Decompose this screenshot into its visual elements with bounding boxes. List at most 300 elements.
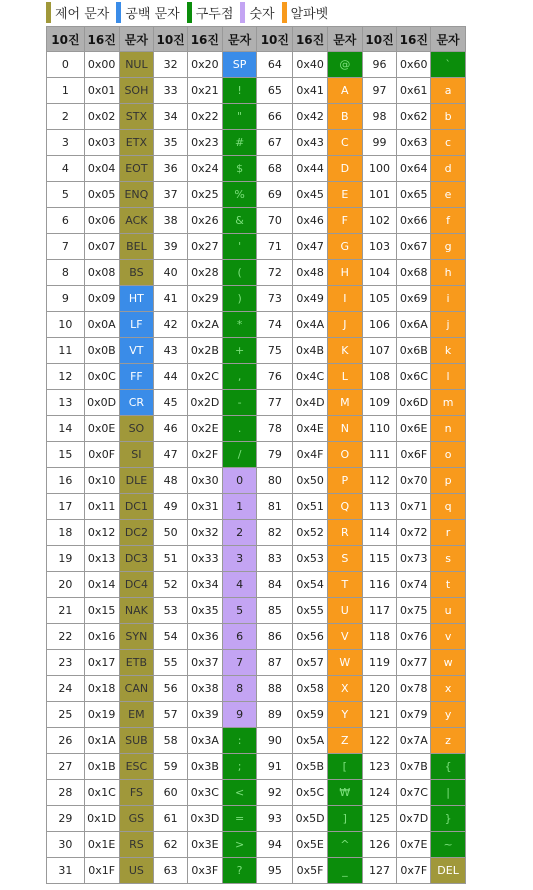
decimal-cell: 114 bbox=[362, 520, 397, 546]
column-header: 문자 bbox=[222, 27, 257, 52]
char-cell: DC4 bbox=[119, 572, 154, 598]
char-cell: A bbox=[327, 78, 362, 104]
decimal-cell: 13 bbox=[47, 390, 85, 416]
char-cell: Z bbox=[327, 728, 362, 754]
hex-cell: 0x55 bbox=[293, 598, 328, 624]
char-cell: ? bbox=[222, 858, 257, 884]
column-header: 문자 bbox=[119, 27, 154, 52]
hex-cell: 0x24 bbox=[187, 156, 222, 182]
decimal-cell: 120 bbox=[362, 676, 397, 702]
decimal-cell: 19 bbox=[47, 546, 85, 572]
legend-label: 숫자 bbox=[249, 6, 275, 22]
table-row bbox=[47, 286, 466, 312]
hex-cell: 0x7F bbox=[397, 858, 431, 884]
table-row bbox=[47, 156, 466, 182]
table-row bbox=[47, 728, 466, 754]
hex-cell: 0x6A bbox=[397, 312, 431, 338]
hex-cell: 0x38 bbox=[187, 676, 222, 702]
char-cell: J bbox=[327, 312, 362, 338]
legend-swatch bbox=[116, 2, 121, 23]
hex-cell: 0x79 bbox=[397, 702, 431, 728]
char-cell: GS bbox=[119, 806, 154, 832]
table-body bbox=[47, 52, 466, 884]
decimal-cell: 80 bbox=[257, 468, 293, 494]
hex-cell: 0x45 bbox=[293, 182, 328, 208]
column-header: 문자 bbox=[431, 27, 466, 52]
decimal-cell: 22 bbox=[47, 624, 85, 650]
char-cell: LF bbox=[119, 312, 154, 338]
decimal-cell: 61 bbox=[154, 806, 188, 832]
hex-cell: 0x67 bbox=[397, 234, 431, 260]
hex-cell: 0x52 bbox=[293, 520, 328, 546]
hex-cell: 0x1E bbox=[84, 832, 119, 858]
char-cell: 9 bbox=[222, 702, 257, 728]
table-row bbox=[47, 312, 466, 338]
hex-cell: 0x57 bbox=[293, 650, 328, 676]
legend bbox=[46, 0, 335, 24]
decimal-cell: 74 bbox=[257, 312, 293, 338]
decimal-cell: 38 bbox=[154, 208, 188, 234]
char-cell: 5 bbox=[222, 598, 257, 624]
char-cell: O bbox=[327, 442, 362, 468]
decimal-cell: 23 bbox=[47, 650, 85, 676]
char-cell: | bbox=[431, 780, 466, 806]
table-row bbox=[47, 338, 466, 364]
decimal-cell: 46 bbox=[154, 416, 188, 442]
table-row bbox=[47, 520, 466, 546]
decimal-cell: 4 bbox=[47, 156, 85, 182]
char-cell: e bbox=[431, 182, 466, 208]
table-row bbox=[47, 494, 466, 520]
hex-cell: 0x47 bbox=[293, 234, 328, 260]
decimal-cell: 32 bbox=[154, 52, 188, 78]
decimal-cell: 82 bbox=[257, 520, 293, 546]
char-cell: K bbox=[327, 338, 362, 364]
column-header: 16진 bbox=[397, 27, 431, 52]
hex-cell: 0x5A bbox=[293, 728, 328, 754]
char-cell: H bbox=[327, 260, 362, 286]
char-cell: ! bbox=[222, 78, 257, 104]
decimal-cell: 5 bbox=[47, 182, 85, 208]
hex-cell: 0x43 bbox=[293, 130, 328, 156]
legend-item bbox=[187, 2, 234, 23]
char-cell: 4 bbox=[222, 572, 257, 598]
char-cell: SO bbox=[119, 416, 154, 442]
legend-swatch bbox=[46, 2, 51, 23]
decimal-cell: 33 bbox=[154, 78, 188, 104]
decimal-cell: 108 bbox=[362, 364, 397, 390]
table-row bbox=[47, 832, 466, 858]
hex-cell: 0x12 bbox=[84, 520, 119, 546]
hex-cell: 0x09 bbox=[84, 286, 119, 312]
char-cell: o bbox=[431, 442, 466, 468]
decimal-cell: 119 bbox=[362, 650, 397, 676]
decimal-cell: 125 bbox=[362, 806, 397, 832]
char-cell: BS bbox=[119, 260, 154, 286]
hex-cell: 0x7A bbox=[397, 728, 431, 754]
decimal-cell: 96 bbox=[362, 52, 397, 78]
hex-cell: 0x3D bbox=[187, 806, 222, 832]
hex-cell: 0x44 bbox=[293, 156, 328, 182]
table-row bbox=[47, 754, 466, 780]
decimal-cell: 81 bbox=[257, 494, 293, 520]
hex-cell: 0x3F bbox=[187, 858, 222, 884]
hex-cell: 0x40 bbox=[293, 52, 328, 78]
char-cell: * bbox=[222, 312, 257, 338]
decimal-cell: 27 bbox=[47, 754, 85, 780]
decimal-cell: 8 bbox=[47, 260, 85, 286]
legend-item bbox=[282, 2, 329, 23]
hex-cell: 0x26 bbox=[187, 208, 222, 234]
hex-cell: 0x21 bbox=[187, 78, 222, 104]
char-cell: M bbox=[327, 390, 362, 416]
hex-cell: 0x27 bbox=[187, 234, 222, 260]
char-cell: + bbox=[222, 338, 257, 364]
decimal-cell: 101 bbox=[362, 182, 397, 208]
decimal-cell: 65 bbox=[257, 78, 293, 104]
char-cell: S bbox=[327, 546, 362, 572]
decimal-cell: 112 bbox=[362, 468, 397, 494]
hex-cell: 0x5C bbox=[293, 780, 328, 806]
hex-cell: 0x72 bbox=[397, 520, 431, 546]
decimal-cell: 2 bbox=[47, 104, 85, 130]
char-cell: L bbox=[327, 364, 362, 390]
legend-swatch bbox=[282, 2, 287, 23]
hex-cell: 0x2E bbox=[187, 416, 222, 442]
char-cell: 0 bbox=[222, 468, 257, 494]
hex-cell: 0x18 bbox=[84, 676, 119, 702]
decimal-cell: 60 bbox=[154, 780, 188, 806]
char-cell: P bbox=[327, 468, 362, 494]
decimal-cell: 20 bbox=[47, 572, 85, 598]
table-row bbox=[47, 702, 466, 728]
decimal-cell: 76 bbox=[257, 364, 293, 390]
hex-cell: 0x31 bbox=[187, 494, 222, 520]
column-header: 16진 bbox=[187, 27, 222, 52]
char-cell: b bbox=[431, 104, 466, 130]
hex-cell: 0x1D bbox=[84, 806, 119, 832]
char-cell: , bbox=[222, 364, 257, 390]
char-cell: E bbox=[327, 182, 362, 208]
hex-cell: 0x66 bbox=[397, 208, 431, 234]
char-cell: NUL bbox=[119, 52, 154, 78]
decimal-cell: 124 bbox=[362, 780, 397, 806]
hex-cell: 0x16 bbox=[84, 624, 119, 650]
decimal-cell: 10 bbox=[47, 312, 85, 338]
char-cell: SUB bbox=[119, 728, 154, 754]
table-row bbox=[47, 650, 466, 676]
char-cell: 7 bbox=[222, 650, 257, 676]
char-cell: s bbox=[431, 546, 466, 572]
decimal-cell: 50 bbox=[154, 520, 188, 546]
char-cell: ESC bbox=[119, 754, 154, 780]
table-row bbox=[47, 104, 466, 130]
hex-cell: 0x62 bbox=[397, 104, 431, 130]
decimal-cell: 52 bbox=[154, 572, 188, 598]
hex-cell: 0x49 bbox=[293, 286, 328, 312]
decimal-cell: 93 bbox=[257, 806, 293, 832]
decimal-cell: 73 bbox=[257, 286, 293, 312]
char-cell: % bbox=[222, 182, 257, 208]
hex-cell: 0x07 bbox=[84, 234, 119, 260]
decimal-cell: 49 bbox=[154, 494, 188, 520]
hex-cell: 0x15 bbox=[84, 598, 119, 624]
hex-cell: 0x50 bbox=[293, 468, 328, 494]
char-cell: a bbox=[431, 78, 466, 104]
hex-cell: 0x42 bbox=[293, 104, 328, 130]
hex-cell: 0x74 bbox=[397, 572, 431, 598]
char-cell: _ bbox=[327, 858, 362, 884]
decimal-cell: 87 bbox=[257, 650, 293, 676]
char-cell: $ bbox=[222, 156, 257, 182]
char-cell: ( bbox=[222, 260, 257, 286]
char-cell: N bbox=[327, 416, 362, 442]
char-cell: V bbox=[327, 624, 362, 650]
char-cell: ; bbox=[222, 754, 257, 780]
char-cell: T bbox=[327, 572, 362, 598]
hex-cell: 0x19 bbox=[84, 702, 119, 728]
char-cell: j bbox=[431, 312, 466, 338]
column-header: 16진 bbox=[84, 27, 119, 52]
legend-label: 구두점 bbox=[195, 6, 234, 22]
decimal-cell: 72 bbox=[257, 260, 293, 286]
hex-cell: 0x35 bbox=[187, 598, 222, 624]
hex-cell: 0x4C bbox=[293, 364, 328, 390]
decimal-cell: 9 bbox=[47, 286, 85, 312]
hex-cell: 0x5F bbox=[293, 858, 328, 884]
hex-cell: 0x13 bbox=[84, 546, 119, 572]
decimal-cell: 89 bbox=[257, 702, 293, 728]
decimal-cell: 55 bbox=[154, 650, 188, 676]
hex-cell: 0x32 bbox=[187, 520, 222, 546]
char-cell: < bbox=[222, 780, 257, 806]
hex-cell: 0x7E bbox=[397, 832, 431, 858]
char-cell: F bbox=[327, 208, 362, 234]
decimal-cell: 69 bbox=[257, 182, 293, 208]
hex-cell: 0x41 bbox=[293, 78, 328, 104]
hex-cell: 0x7C bbox=[397, 780, 431, 806]
decimal-cell: 54 bbox=[154, 624, 188, 650]
char-cell: SP bbox=[222, 52, 257, 78]
table-row bbox=[47, 364, 466, 390]
char-cell: DC2 bbox=[119, 520, 154, 546]
decimal-cell: 92 bbox=[257, 780, 293, 806]
decimal-cell: 113 bbox=[362, 494, 397, 520]
hex-cell: 0x7B bbox=[397, 754, 431, 780]
table-row bbox=[47, 442, 466, 468]
hex-cell: 0x25 bbox=[187, 182, 222, 208]
hex-cell: 0x30 bbox=[187, 468, 222, 494]
decimal-cell: 85 bbox=[257, 598, 293, 624]
decimal-cell: 18 bbox=[47, 520, 85, 546]
table-row bbox=[47, 234, 466, 260]
hex-cell: 0x2F bbox=[187, 442, 222, 468]
hex-cell: 0x3B bbox=[187, 754, 222, 780]
char-cell: EOT bbox=[119, 156, 154, 182]
char-cell: DC3 bbox=[119, 546, 154, 572]
char-cell: SI bbox=[119, 442, 154, 468]
decimal-cell: 127 bbox=[362, 858, 397, 884]
char-cell: k bbox=[431, 338, 466, 364]
hex-cell: 0x78 bbox=[397, 676, 431, 702]
decimal-cell: 111 bbox=[362, 442, 397, 468]
decimal-cell: 66 bbox=[257, 104, 293, 130]
decimal-cell: 67 bbox=[257, 130, 293, 156]
table-row bbox=[47, 598, 466, 624]
char-cell: NAK bbox=[119, 598, 154, 624]
hex-cell: 0x23 bbox=[187, 130, 222, 156]
decimal-cell: 58 bbox=[154, 728, 188, 754]
decimal-cell: 70 bbox=[257, 208, 293, 234]
legend-label: 공백 문자 bbox=[125, 6, 180, 22]
char-cell: ^ bbox=[327, 832, 362, 858]
char-cell: d bbox=[431, 156, 466, 182]
char-cell: # bbox=[222, 130, 257, 156]
decimal-cell: 110 bbox=[362, 416, 397, 442]
char-cell: U bbox=[327, 598, 362, 624]
hex-cell: 0x2B bbox=[187, 338, 222, 364]
column-header: 10진 bbox=[362, 27, 397, 52]
decimal-cell: 48 bbox=[154, 468, 188, 494]
char-cell: SYN bbox=[119, 624, 154, 650]
char-cell: [ bbox=[327, 754, 362, 780]
char-cell: W bbox=[327, 650, 362, 676]
char-cell: i bbox=[431, 286, 466, 312]
decimal-cell: 21 bbox=[47, 598, 85, 624]
decimal-cell: 94 bbox=[257, 832, 293, 858]
decimal-cell: 109 bbox=[362, 390, 397, 416]
hex-cell: 0x01 bbox=[84, 78, 119, 104]
char-cell: & bbox=[222, 208, 257, 234]
char-cell: u bbox=[431, 598, 466, 624]
decimal-cell: 43 bbox=[154, 338, 188, 364]
decimal-cell: 102 bbox=[362, 208, 397, 234]
decimal-cell: 63 bbox=[154, 858, 188, 884]
hex-cell: 0x7D bbox=[397, 806, 431, 832]
decimal-cell: 123 bbox=[362, 754, 397, 780]
decimal-cell: 16 bbox=[47, 468, 85, 494]
hex-cell: 0x0D bbox=[84, 390, 119, 416]
decimal-cell: 34 bbox=[154, 104, 188, 130]
decimal-cell: 3 bbox=[47, 130, 85, 156]
char-cell: m bbox=[431, 390, 466, 416]
hex-cell: 0x1A bbox=[84, 728, 119, 754]
table-row bbox=[47, 78, 466, 104]
decimal-cell: 15 bbox=[47, 442, 85, 468]
hex-cell: 0x4B bbox=[293, 338, 328, 364]
decimal-cell: 12 bbox=[47, 364, 85, 390]
table-row bbox=[47, 780, 466, 806]
hex-cell: 0x6D bbox=[397, 390, 431, 416]
decimal-cell: 56 bbox=[154, 676, 188, 702]
char-cell: BEL bbox=[119, 234, 154, 260]
char-cell: 3 bbox=[222, 546, 257, 572]
hex-cell: 0x46 bbox=[293, 208, 328, 234]
hex-cell: 0x39 bbox=[187, 702, 222, 728]
decimal-cell: 99 bbox=[362, 130, 397, 156]
decimal-cell: 122 bbox=[362, 728, 397, 754]
table-row bbox=[47, 858, 466, 884]
legend-item bbox=[46, 2, 109, 23]
hex-cell: 0x75 bbox=[397, 598, 431, 624]
decimal-cell: 118 bbox=[362, 624, 397, 650]
hex-cell: 0x63 bbox=[397, 130, 431, 156]
hex-cell: 0x69 bbox=[397, 286, 431, 312]
table-row bbox=[47, 52, 466, 78]
char-cell: R bbox=[327, 520, 362, 546]
hex-cell: 0x02 bbox=[84, 104, 119, 130]
table-row bbox=[47, 468, 466, 494]
hex-cell: 0x03 bbox=[84, 130, 119, 156]
hex-cell: 0x4A bbox=[293, 312, 328, 338]
hex-cell: 0x59 bbox=[293, 702, 328, 728]
hex-cell: 0x5B bbox=[293, 754, 328, 780]
hex-cell: 0x11 bbox=[84, 494, 119, 520]
decimal-cell: 88 bbox=[257, 676, 293, 702]
hex-cell: 0x53 bbox=[293, 546, 328, 572]
char-cell: ) bbox=[222, 286, 257, 312]
char-cell: @ bbox=[327, 52, 362, 78]
char-cell: / bbox=[222, 442, 257, 468]
char-cell: ETX bbox=[119, 130, 154, 156]
char-cell: l bbox=[431, 364, 466, 390]
decimal-cell: 35 bbox=[154, 130, 188, 156]
hex-cell: 0x1F bbox=[84, 858, 119, 884]
hex-cell: 0x51 bbox=[293, 494, 328, 520]
decimal-cell: 115 bbox=[362, 546, 397, 572]
char-cell: RS bbox=[119, 832, 154, 858]
decimal-cell: 53 bbox=[154, 598, 188, 624]
decimal-cell: 62 bbox=[154, 832, 188, 858]
char-cell: > bbox=[222, 832, 257, 858]
decimal-cell: 121 bbox=[362, 702, 397, 728]
table-row bbox=[47, 260, 466, 286]
decimal-cell: 40 bbox=[154, 260, 188, 286]
decimal-cell: 98 bbox=[362, 104, 397, 130]
hex-cell: 0x58 bbox=[293, 676, 328, 702]
char-cell: ] bbox=[327, 806, 362, 832]
char-cell: US bbox=[119, 858, 154, 884]
decimal-cell: 104 bbox=[362, 260, 397, 286]
char-cell: h bbox=[431, 260, 466, 286]
char-cell: C bbox=[327, 130, 362, 156]
char-cell: v bbox=[431, 624, 466, 650]
hex-cell: 0x17 bbox=[84, 650, 119, 676]
legend-swatch bbox=[240, 2, 245, 23]
decimal-cell: 39 bbox=[154, 234, 188, 260]
char-cell: X bbox=[327, 676, 362, 702]
char-cell: q bbox=[431, 494, 466, 520]
char-cell: CAN bbox=[119, 676, 154, 702]
char-cell: SOH bbox=[119, 78, 154, 104]
char-cell: w bbox=[431, 650, 466, 676]
hex-cell: 0x70 bbox=[397, 468, 431, 494]
decimal-cell: 64 bbox=[257, 52, 293, 78]
hex-cell: 0x34 bbox=[187, 572, 222, 598]
decimal-cell: 83 bbox=[257, 546, 293, 572]
decimal-cell: 59 bbox=[154, 754, 188, 780]
decimal-cell: 47 bbox=[154, 442, 188, 468]
char-cell: FS bbox=[119, 780, 154, 806]
legend-swatch bbox=[187, 2, 192, 23]
hex-cell: 0x5E bbox=[293, 832, 328, 858]
char-cell: ₩ bbox=[327, 780, 362, 806]
hex-cell: 0x14 bbox=[84, 572, 119, 598]
hex-cell: 0x08 bbox=[84, 260, 119, 286]
column-header: 16진 bbox=[293, 27, 328, 52]
table-row bbox=[47, 390, 466, 416]
decimal-cell: 41 bbox=[154, 286, 188, 312]
